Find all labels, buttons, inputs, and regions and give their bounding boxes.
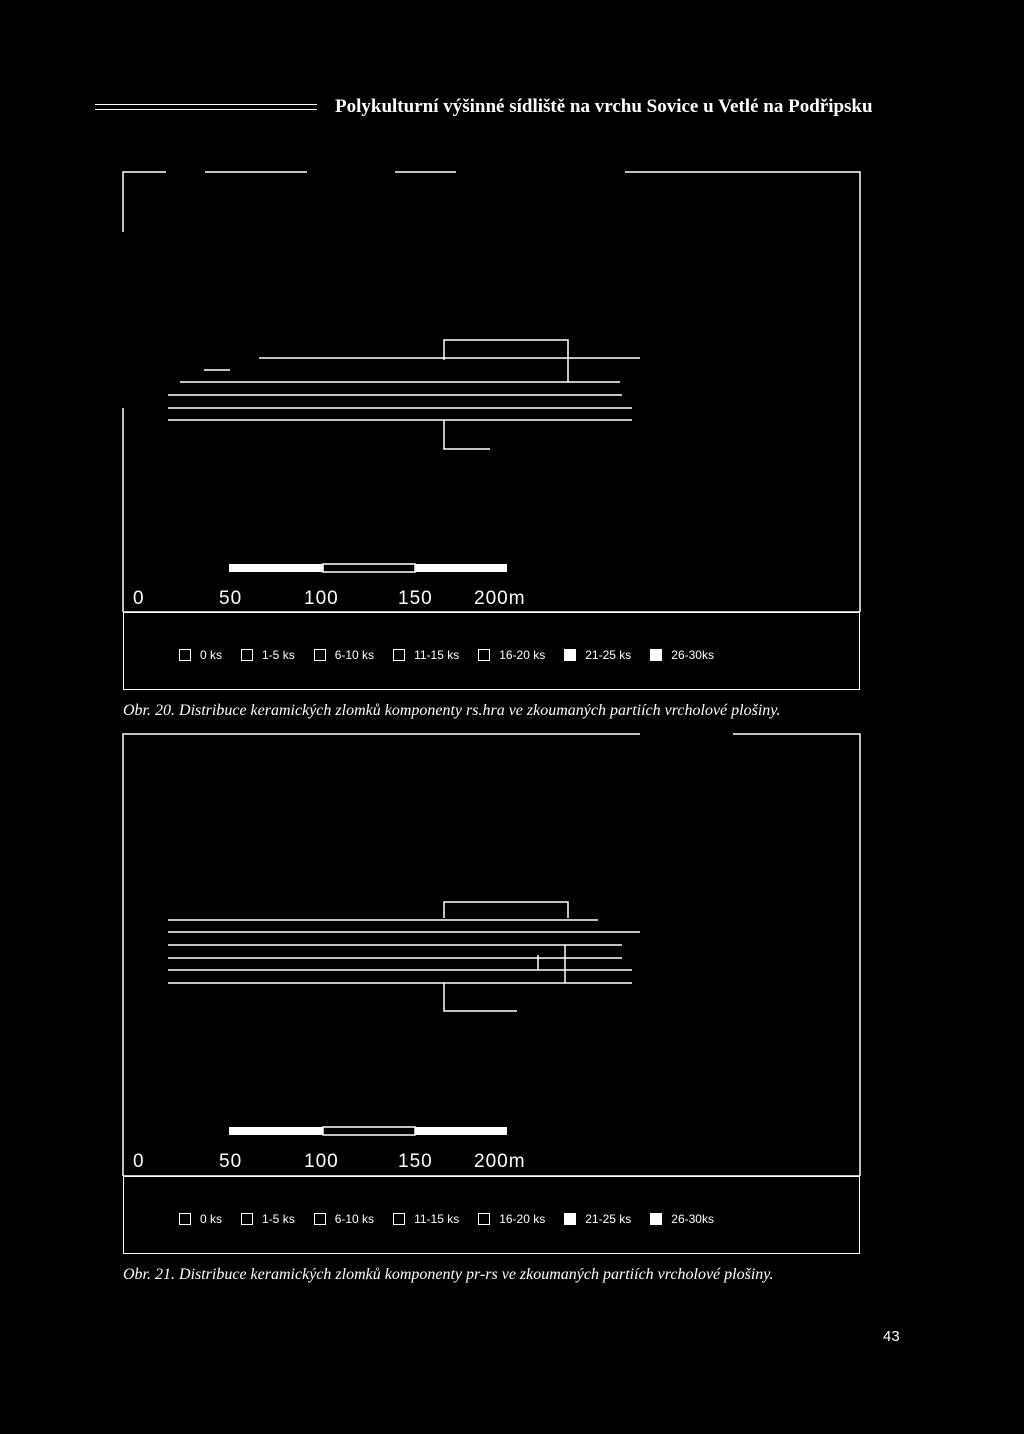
- scale-label: 0: [133, 588, 145, 609]
- scale-label: 100: [304, 1151, 339, 1172]
- scale-label: 100: [304, 588, 339, 609]
- legend-item: [179, 1212, 222, 1226]
- legend-label: 16-20 ks: [499, 1212, 546, 1226]
- scale-bar-segment-1: [229, 564, 323, 572]
- legend-label: 1-5 ks: [262, 1212, 295, 1226]
- legend-label: 1-5 ks: [262, 648, 295, 662]
- legend-swatch-empty: [241, 1213, 253, 1225]
- legend-swatch-empty: [179, 649, 191, 661]
- legend-item: [179, 648, 222, 662]
- map-figure-21: [0, 730, 1024, 1180]
- legend-swatch-empty: [314, 1213, 326, 1225]
- legend-swatch-empty: [478, 1213, 490, 1225]
- legend-label: 6-10 ks: [334, 648, 375, 662]
- legend-figure-20: [123, 612, 860, 690]
- running-header-title: Polykulturní výšinné sídliště na vrchu Sovice u Vetlé na Podřipsku: [335, 96, 873, 117]
- legend-label: 21-25 ks: [585, 1212, 632, 1226]
- legend-swatch-empty: [393, 1213, 405, 1225]
- legend-swatch-empty: [314, 649, 326, 661]
- scale-label: 150: [398, 588, 433, 609]
- scale-label: 50: [219, 1151, 243, 1172]
- scale-bar-segment-2: [323, 1127, 415, 1135]
- legend-swatch-empty: [179, 1213, 191, 1225]
- page-number: 43: [883, 1328, 900, 1345]
- legend-label: 11-15 ks: [414, 1212, 460, 1226]
- scale-bar-segment-1: [229, 1127, 323, 1135]
- legend-swatch-filled: [650, 649, 662, 661]
- legend-item: [478, 648, 545, 662]
- figure-caption-21: Obr. 21. Distribuce keramických zlomků komponenty pr-rs ve zkoumaných partiích vrcholové plošiny.: [123, 1266, 774, 1283]
- legend-swatch-filled: [564, 1213, 576, 1225]
- scale-label: 200m: [474, 1151, 526, 1172]
- legend-label: 6-10 ks: [334, 1212, 375, 1226]
- legend-item: [393, 648, 459, 662]
- legend-label: 26-30ks: [671, 648, 714, 662]
- scale-bar-segment-3: [415, 564, 507, 572]
- legend-item: [564, 648, 631, 662]
- legend-figure-21: [123, 1176, 860, 1254]
- legend-item: [478, 1212, 545, 1226]
- legend-item: [650, 648, 714, 662]
- legend-item: [241, 1212, 295, 1226]
- legend-swatch-filled: [650, 1213, 662, 1225]
- scale-label: 150: [398, 1151, 433, 1172]
- legend-label: 0 ks: [200, 648, 223, 662]
- scale-label: 0: [133, 1151, 145, 1172]
- legend-label: 16-20 ks: [499, 648, 546, 662]
- map-figure-20: [0, 0, 1024, 620]
- legend-swatch-empty: [478, 649, 490, 661]
- legend-item: [241, 648, 295, 662]
- legend-swatch-empty: [393, 649, 405, 661]
- legend-label: 11-15 ks: [414, 648, 460, 662]
- scale-label: 50: [219, 588, 243, 609]
- scale-bar-segment-3: [415, 1127, 507, 1135]
- scale-label: 200m: [474, 588, 526, 609]
- legend-item: [314, 1212, 374, 1226]
- legend-item: [564, 1212, 631, 1226]
- figure-caption-20: Obr. 20. Distribuce keramických zlomků komponenty rs.hra ve zkoumaných partiích vrcholové plošiny.: [123, 702, 781, 719]
- legend-label: 21-25 ks: [585, 648, 632, 662]
- legend-item: [314, 648, 374, 662]
- legend-label: 0 ks: [200, 1212, 223, 1226]
- legend-swatch-empty: [241, 649, 253, 661]
- scale-bar-segment-2: [323, 564, 415, 572]
- legend-swatch-filled: [564, 649, 576, 661]
- legend-label: 26-30ks: [671, 1212, 714, 1226]
- legend-item: [650, 1212, 714, 1226]
- legend-item: [393, 1212, 459, 1226]
